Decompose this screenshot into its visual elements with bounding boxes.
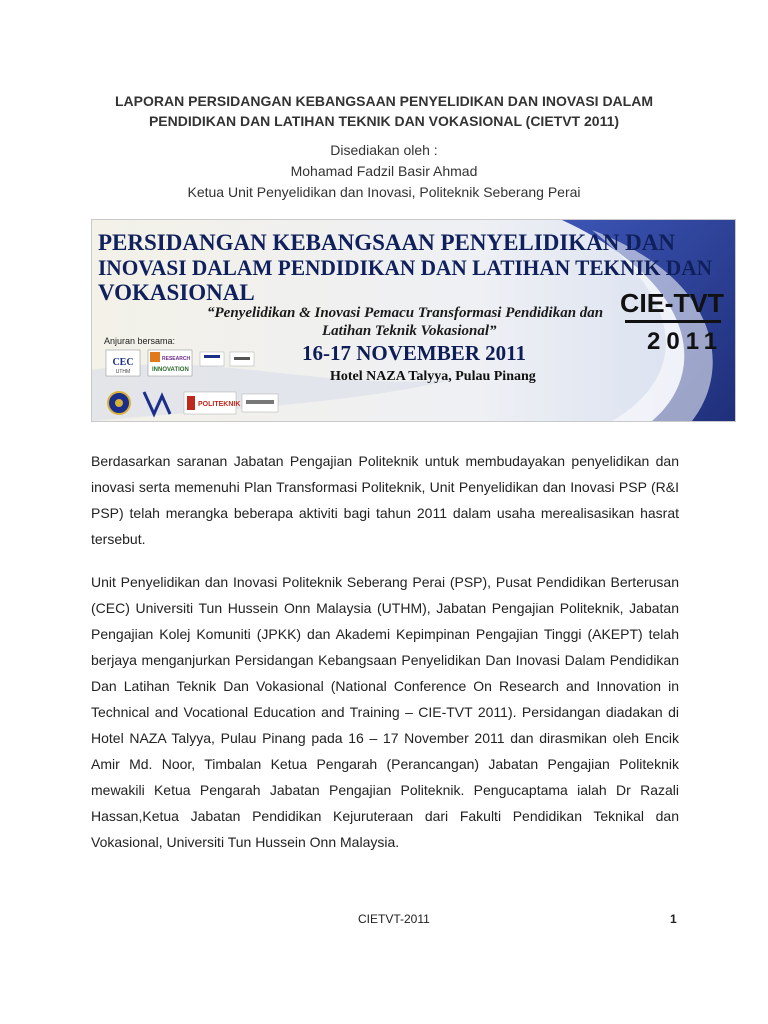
document-title: [90, 91, 678, 131]
partner-logo-1-mark: [204, 355, 220, 358]
author-role: Ketua Unit Penyelidikan dan Inovasi, Politeknik Seberang Perai: [187, 184, 581, 200]
paragraph-2: Unit Penyelidikan dan Inovasi Politeknik Seberang Perai (PSP), Pusat Pendidikan Berterusan (CEC) Universiti Tun Hussein Onn Malaysia (UTHM), Jabatan Pengajian Politeknik, Jabatan Pengajian Kolej Komuniti (JPKK) dan Akademi Kepimpinan Pengajian Tinggi (AKEPT) telah berjaya menganjurkan Persidangan Kebangsaan Penyelidikan Dan Inovasi Dalam Pendidikan Dan Latihan Teknik Dan Vokasional (National Conference On Research and Innovation in Technical and Vocational Education and Training – CIE-TVT 2011). Persidangan diadakan di Hotel NAZA Talyya, Pulau Pinang pada 16 – 17 November 2011 dan dirasmikan oleh Encik Amir Md. Noor, Timbalan Ketua Pengarah (Perancangan) Jabatan Pengajian Politeknik mewakili Ketua Pengarah Jabatan Pengajian Politeknik. Pengucaptama ialah Dr Razali Hassan,Ketua Jabatan Pendidikan Kejuruteraan dari Fakulti Pendidikan Teknikal dan Vokasional, Universiti Tun Hussein Onn Malaysia.: [91, 574, 679, 850]
anjuran-label: Anjuran bersama:: [104, 336, 176, 346]
prepared-by-label: Disediakan oleh :: [330, 142, 438, 158]
banner-graphic: [92, 220, 735, 421]
title-line-2: PENDIDIKAN DAN LATIHAN TEKNIK DAN VOKASIONAL (CIETVT 2011): [148, 113, 620, 129]
crest-logo-center: [115, 399, 123, 407]
cec-logo-subtext: UTHM: [115, 369, 131, 375]
banner-heading-line-1: PERSIDANGAN KEBANGSAAN PENYELIDIKAN DAN: [98, 230, 675, 255]
banner-heading-line-2: INOVASI DALAM PENDIDIKAN DAN LATIHAN TEKNIK DAN: [98, 255, 713, 280]
ri-logo-mark: [150, 352, 160, 362]
partner-logo-2-mark: [234, 357, 250, 360]
ri-logo-text-1: RESEARCH: [162, 356, 191, 362]
author-name: Mohamad Fadzil Basir Ahmad: [290, 163, 478, 179]
event-venue: Hotel NAZA Talyya, Pulau Pinang: [330, 369, 536, 384]
footer-label: CIETVT-2011: [358, 912, 430, 926]
conference-banner: [91, 219, 736, 422]
badge-divider: [625, 320, 721, 323]
partner-logo-1: [200, 352, 224, 366]
title-line-1: LAPORAN PERSIDANGAN KEBANGSAAN PENYELIDIKAN DAN INOVASI DALAM: [115, 93, 653, 109]
banner-tagline-line-2: Latihan Teknik Vokasional”: [322, 323, 497, 339]
banner-heading-line-3: VOKASIONAL: [98, 280, 255, 305]
banner-tagline-line-1: “Penyelidikan & Inovasi Pemacu Transformasi Pendidikan dan: [207, 305, 604, 321]
byline: [90, 140, 678, 203]
kolej-komuniti-logo-mark: [246, 400, 274, 404]
politeknik-logo-text: POLITEKNIK: [198, 401, 241, 408]
badge-year: 2011: [647, 328, 724, 355]
page-number: 1: [670, 912, 677, 926]
event-date: 16-17 NOVEMBER 2011: [302, 341, 527, 365]
paragraph-1: Berdasarkan saranan Jabatan Pengajian Politeknik untuk membudayakan penyelidikan dan inovasi serta memenuhi Plan Transformasi Politeknik, Unit Penyelidikan dan Inovasi PSP (R&I PSP) telah merangka beberapa aktiviti bagi tahun 2011 dalam usaha merealisasikan hasrat tersebut.: [91, 453, 679, 547]
cec-logo-text: CEC: [112, 357, 134, 368]
cie-tvt-badge: CIE-TVT: [620, 288, 725, 318]
ri-logo-text-2: INNOVATION: [152, 367, 189, 373]
politeknik-logo-mark: [187, 396, 195, 410]
